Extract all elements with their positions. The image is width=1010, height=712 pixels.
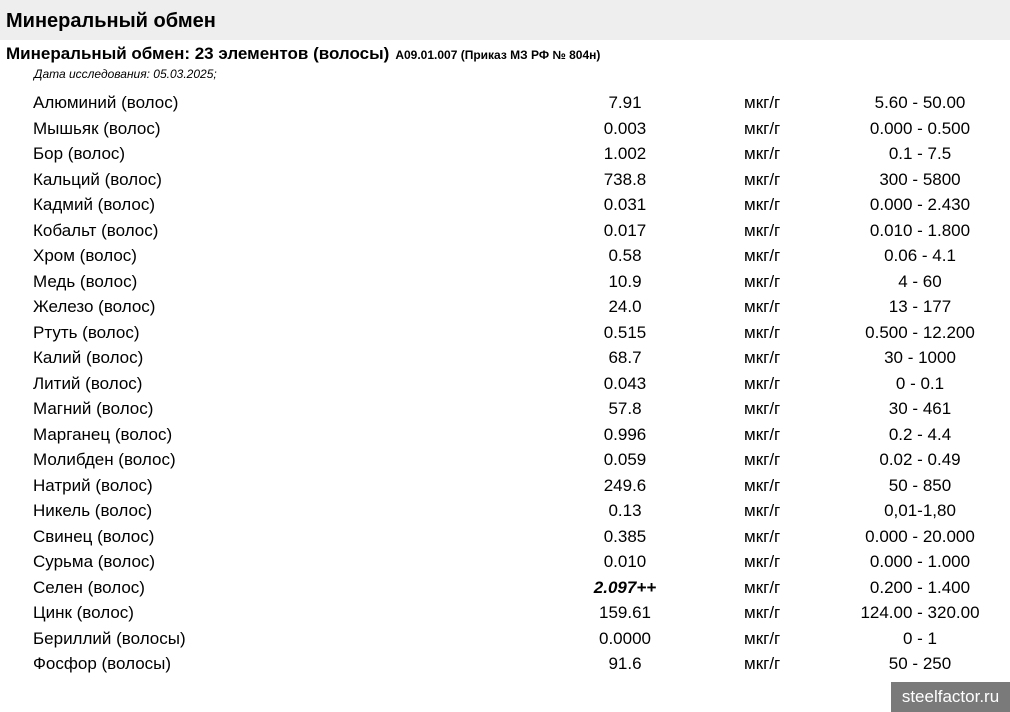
element-unit: мкг/г bbox=[744, 628, 781, 648]
element-value: 0.385 bbox=[603, 526, 647, 546]
element-name: Кадмий (волос) bbox=[33, 195, 155, 214]
element-unit: мкг/г bbox=[744, 348, 781, 367]
element-name: Железо (волос) bbox=[33, 297, 156, 316]
element-value: 0.003 bbox=[603, 118, 647, 138]
element-name: Селен (волос) bbox=[33, 577, 145, 597]
result-row bbox=[0, 626, 1010, 652]
reference-range: 13 - 177 bbox=[888, 297, 952, 316]
element-value: 91.6 bbox=[608, 654, 642, 673]
element-name: Хром (волос) bbox=[33, 246, 137, 265]
element-name: Литий (волос) bbox=[33, 373, 143, 393]
watermark: steelfactor.ru bbox=[891, 682, 1010, 712]
element-value: 0.010 bbox=[603, 552, 647, 571]
result-row bbox=[0, 575, 1010, 601]
reference-range: 0 - 0.1 bbox=[895, 373, 945, 393]
element-unit: мкг/г bbox=[744, 552, 781, 571]
element-value: 68.7 bbox=[608, 348, 642, 367]
element-name: Алюминий (волос) bbox=[33, 93, 179, 112]
result-row bbox=[0, 600, 1010, 626]
element-unit: мкг/г bbox=[744, 93, 781, 112]
element-value: 10.9 bbox=[608, 271, 642, 291]
element-name: Фосфор (волосы) bbox=[33, 654, 172, 673]
result-row bbox=[0, 345, 1010, 371]
result-row bbox=[0, 320, 1010, 346]
reference-range: 0.1 - 7.5 bbox=[888, 144, 952, 163]
element-value: 0.996 bbox=[603, 424, 647, 444]
reference-range: 0,01-1,80 bbox=[884, 501, 956, 520]
element-unit: мкг/г bbox=[744, 169, 781, 189]
element-unit: мкг/г bbox=[744, 373, 781, 393]
element-name: Сурьма (волос) bbox=[33, 552, 156, 571]
element-value: 0.043 bbox=[603, 373, 647, 393]
element-unit: мкг/г bbox=[744, 424, 781, 444]
element-name: Натрий (волос) bbox=[33, 475, 153, 495]
research-date: Дата исследования: 05.03.2025; bbox=[34, 67, 217, 81]
element-name: Цинк (волос) bbox=[33, 603, 134, 622]
element-name: Медь (волос) bbox=[33, 271, 138, 291]
result-row bbox=[0, 498, 1010, 524]
result-row bbox=[0, 167, 1010, 193]
element-value: 249.6 bbox=[603, 475, 647, 495]
result-row bbox=[0, 116, 1010, 142]
section-title-text: Минеральный обмен: 23 элементов (волосы) bbox=[6, 44, 390, 63]
element-value: 0.031 bbox=[603, 195, 647, 214]
reference-range: 300 - 5800 bbox=[879, 169, 961, 189]
element-unit: мкг/г bbox=[744, 195, 781, 214]
element-unit: мкг/г bbox=[744, 144, 781, 163]
element-unit: мкг/г bbox=[744, 322, 781, 342]
result-row bbox=[0, 371, 1010, 397]
element-name: Калий (волос) bbox=[33, 348, 144, 367]
reference-range: 0.000 - 0.500 bbox=[869, 118, 971, 138]
reference-range: 0.02 - 0.49 bbox=[879, 450, 961, 469]
reference-range: 0.010 - 1.800 bbox=[869, 220, 971, 240]
reference-range: 0.000 - 20.000 bbox=[865, 526, 975, 546]
element-name: Ртуть (волос) bbox=[33, 322, 140, 342]
element-unit: мкг/г bbox=[744, 577, 781, 597]
element-value: 0.017 bbox=[603, 220, 647, 240]
element-name: Магний (волос) bbox=[33, 399, 154, 418]
element-value: 0.0000 bbox=[599, 628, 651, 648]
reference-range: 0.000 - 1.000 bbox=[869, 552, 971, 571]
element-value: 0.13 bbox=[608, 501, 642, 520]
result-row bbox=[0, 473, 1010, 499]
element-name: Бор (волос) bbox=[33, 144, 126, 163]
reference-range: 5.60 - 50.00 bbox=[874, 93, 966, 112]
element-value: 24.0 bbox=[608, 297, 642, 316]
result-row bbox=[0, 396, 1010, 422]
element-unit: мкг/г bbox=[744, 603, 781, 622]
section-title bbox=[6, 43, 600, 66]
reference-range: 0.000 - 2.430 bbox=[869, 195, 971, 214]
element-unit: мкг/г bbox=[744, 526, 781, 546]
element-value: 159.61 bbox=[599, 603, 651, 622]
result-row bbox=[0, 269, 1010, 295]
reference-range: 0.06 - 4.1 bbox=[884, 246, 956, 265]
result-row bbox=[0, 243, 1010, 269]
result-row bbox=[0, 422, 1010, 448]
reference-range: 0 - 1 bbox=[902, 628, 938, 648]
element-name: Марганец (волос) bbox=[33, 424, 173, 444]
element-name: Мышьяк (волос) bbox=[33, 118, 161, 138]
reference-range: 30 - 1000 bbox=[884, 348, 956, 367]
result-row bbox=[0, 549, 1010, 575]
element-value: 738.8 bbox=[603, 169, 647, 189]
element-unit: мкг/г bbox=[744, 271, 781, 291]
reference-range: 50 - 250 bbox=[888, 654, 952, 673]
reference-range: 30 - 461 bbox=[888, 399, 952, 418]
element-name: Никель (волос) bbox=[33, 501, 153, 520]
result-row bbox=[0, 294, 1010, 320]
reference-range: 0.500 - 12.200 bbox=[865, 322, 975, 342]
results-table bbox=[0, 90, 1010, 677]
reference-range: 4 - 60 bbox=[898, 271, 942, 291]
element-value: 0.58 bbox=[608, 246, 642, 265]
element-value: 2.097++ bbox=[593, 577, 657, 597]
result-row bbox=[0, 524, 1010, 550]
result-row bbox=[0, 651, 1010, 677]
reference-range: 124.00 - 320.00 bbox=[860, 603, 980, 622]
element-unit: мкг/г bbox=[744, 654, 781, 673]
result-row bbox=[0, 218, 1010, 244]
page-title: Минеральный обмен bbox=[6, 10, 216, 32]
result-row bbox=[0, 90, 1010, 116]
element-name: Свинец (волос) bbox=[33, 526, 155, 546]
element-unit: мкг/г bbox=[744, 118, 781, 138]
section-code: A09.01.007 (Приказ МЗ РФ № 804н) bbox=[395, 48, 601, 62]
element-unit: мкг/г bbox=[744, 297, 781, 316]
reference-range: 0.2 - 4.4 bbox=[888, 424, 952, 444]
element-unit: мкг/г bbox=[744, 399, 781, 418]
reference-range: 50 - 850 bbox=[888, 475, 952, 495]
header-bar bbox=[0, 0, 1010, 40]
element-value: 1.002 bbox=[603, 144, 647, 163]
element-value: 57.8 bbox=[608, 399, 642, 418]
element-name: Кобальт (волос) bbox=[33, 220, 159, 240]
element-name: Молибден (волос) bbox=[33, 450, 176, 469]
element-unit: мкг/г bbox=[744, 246, 781, 265]
result-row bbox=[0, 192, 1010, 218]
result-row bbox=[0, 447, 1010, 473]
element-unit: мкг/г bbox=[744, 450, 781, 469]
element-name: Кальций (волос) bbox=[33, 169, 162, 189]
element-unit: мкг/г bbox=[744, 220, 781, 240]
reference-range: 0.200 - 1.400 bbox=[869, 577, 971, 597]
element-unit: мкг/г bbox=[744, 475, 781, 495]
element-unit: мкг/г bbox=[744, 501, 781, 520]
element-name: Бериллий (волосы) bbox=[33, 628, 186, 648]
element-value: 7.91 bbox=[608, 93, 642, 112]
element-value: 0.515 bbox=[603, 322, 647, 342]
element-value: 0.059 bbox=[603, 450, 647, 469]
result-row bbox=[0, 141, 1010, 167]
